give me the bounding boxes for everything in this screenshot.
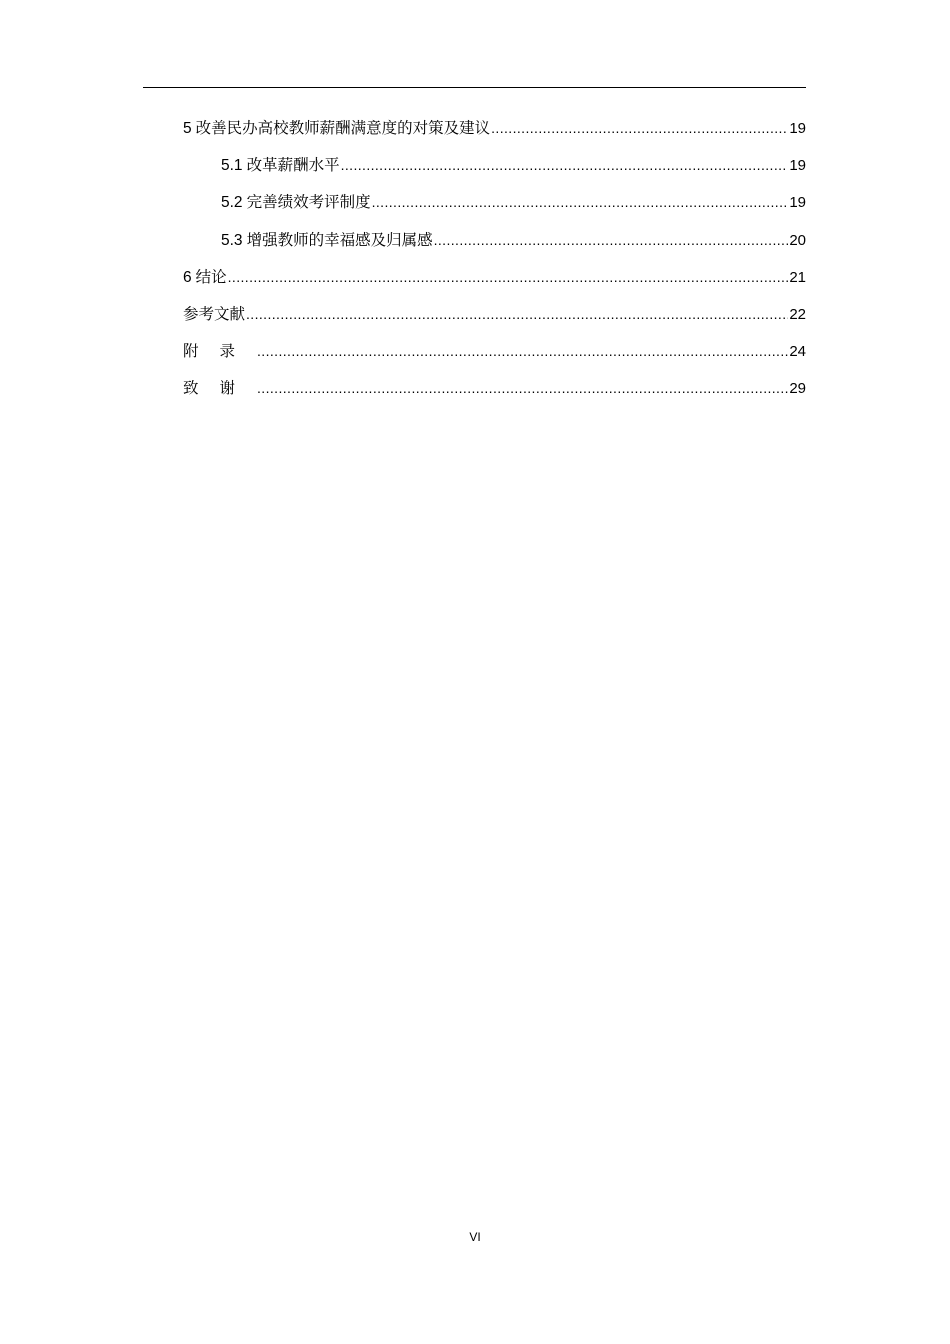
toc-entry-5-2[interactable] [183, 190, 806, 227]
toc-entry-title: 结论 [195, 267, 227, 286]
toc-dot-leader [228, 269, 789, 285]
toc-entry-page: 19 [789, 157, 806, 175]
toc-entry-page: 24 [789, 343, 806, 361]
toc-entry-page: 21 [789, 268, 806, 286]
toc-dot-leader [491, 120, 788, 136]
toc-entry-5-3[interactable] [183, 228, 806, 265]
toc-entry-title: 增强教师的幸福感及归属感 [246, 230, 433, 249]
toc-entry-number: 5.1 [221, 157, 243, 175]
table-of-contents [183, 116, 806, 414]
toc-entry-number: 5.3 [221, 231, 243, 249]
toc-entry-title: 改善民办高校教师薪酬满意度的对策及建议 [195, 119, 491, 137]
toc-entry-references[interactable] [183, 302, 806, 339]
toc-entry-number: 6 [183, 268, 192, 286]
toc-entry-page: 20 [789, 231, 806, 249]
toc-dot-leader [372, 194, 789, 210]
toc-entry-page: 19 [789, 120, 806, 137]
toc-entry-title: 参考文献 [183, 304, 246, 323]
toc-entry-title: 附录 [183, 342, 257, 361]
toc-dot-leader [434, 232, 789, 248]
toc-dot-leader [257, 380, 788, 396]
toc-entry-page: 29 [789, 380, 806, 398]
toc-entry-title: 完善绩效考评制度 [246, 193, 371, 212]
toc-entry-title: 改革薪酬水平 [246, 156, 340, 175]
header-rule [143, 87, 806, 88]
toc-entry-5-1[interactable] [183, 153, 806, 190]
toc-entry-page: 22 [789, 305, 806, 323]
toc-entry-number: 5 [183, 120, 192, 137]
page-number: VI [469, 1230, 481, 1244]
toc-entry-appendix[interactable] [183, 339, 806, 376]
toc-entry-5[interactable] [183, 116, 806, 153]
toc-entry-acknowledgements[interactable] [183, 376, 806, 413]
toc-dot-leader [246, 306, 788, 322]
toc-entry-number: 5.2 [221, 194, 243, 212]
toc-entry-page: 19 [789, 194, 806, 212]
toc-entry-title: 致谢 [183, 379, 257, 398]
toc-entry-6[interactable] [183, 265, 806, 302]
toc-dot-leader [257, 343, 788, 359]
toc-dot-leader [341, 157, 789, 173]
